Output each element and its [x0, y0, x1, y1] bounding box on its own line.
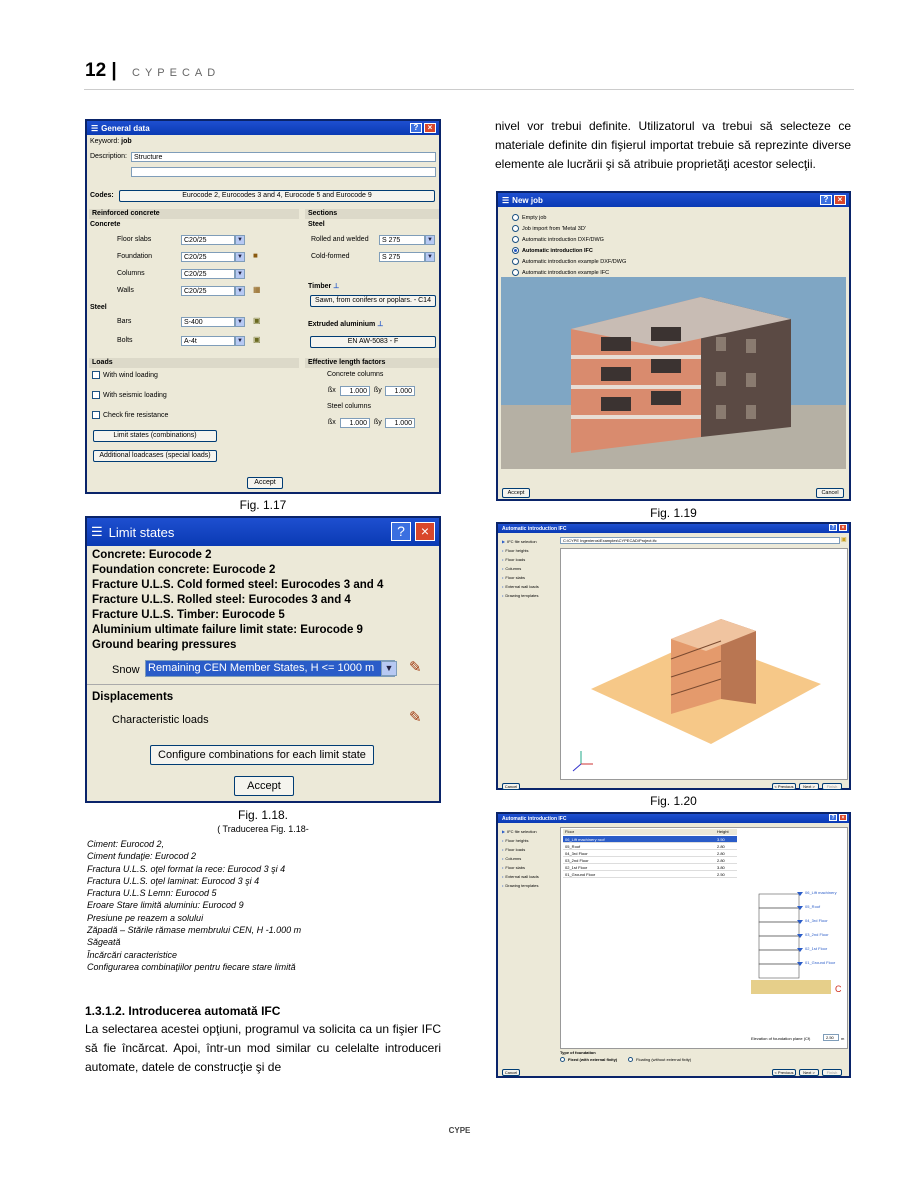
- radio-button[interactable]: [512, 269, 519, 276]
- concrete-select[interactable]: [181, 235, 245, 245]
- ifc-floors-title: Automatic introduction IFC: [502, 815, 567, 822]
- timber-label: Timber ⊥: [308, 283, 340, 290]
- loads-checkbox[interactable]: [92, 371, 158, 379]
- characteristic-loads-label: Characteristic loads: [112, 714, 209, 726]
- new-job-titlebar: [498, 193, 849, 207]
- translation-list: [87, 838, 437, 973]
- wizard-step[interactable]: [502, 881, 556, 890]
- fig-1-19-caption: Fig. 1.19: [650, 506, 697, 520]
- step-label: Columns: [505, 856, 522, 861]
- translation-line: Încărcări caracteristice: [87, 949, 178, 960]
- new-job-title: New job: [512, 195, 543, 205]
- loads-heading: Loads: [89, 358, 299, 368]
- wizard-step[interactable]: [502, 836, 556, 845]
- diagram-floor-label: 06_Lift machinery: [805, 890, 837, 895]
- sections-select[interactable]: [379, 235, 435, 245]
- elevation-unit: m: [841, 1036, 845, 1041]
- new-job-option[interactable]: [512, 213, 849, 224]
- step-bullet-icon: •: [502, 557, 504, 562]
- close-icon[interactable]: ×: [834, 195, 846, 205]
- diagram-floor-label: 04_3rd Floor: [805, 918, 828, 923]
- col-floor: Floor: [565, 829, 575, 834]
- aluminium-label: Extruded aluminium ⊥: [308, 321, 384, 328]
- elevation-label: Elevation of foundation plane (Cf): [751, 1036, 811, 1041]
- option-label: Automatic introduction IFC: [522, 248, 593, 254]
- table-row[interactable]: [563, 857, 737, 864]
- step-label: Floor heights: [505, 548, 529, 553]
- limit-state-line: Fracture U.L.S. Rolled steel: Eurocodes 3 and 4: [92, 594, 351, 606]
- snow-select[interactable]: Remaining CEN Member States, H <= 1000 m: [145, 660, 395, 677]
- concrete-row-label: Floor slabs: [117, 236, 152, 243]
- radio-button[interactable]: [512, 258, 519, 265]
- checkbox-box[interactable]: [92, 411, 100, 419]
- limit-state-line: Fracture U.L.S. Cold formed steel: Eurocodes 3 and 4: [92, 579, 384, 591]
- floor-box: [759, 922, 799, 936]
- finish-button[interactable]: Finish: [822, 783, 842, 790]
- step-bullet-icon: •: [502, 883, 504, 888]
- steel-columns-label: Steel columns: [327, 403, 371, 410]
- floor-name: 02_1st Floor: [565, 865, 588, 870]
- step-label: Floor loads: [505, 847, 526, 852]
- description-label: Description:: [90, 153, 127, 160]
- floor-name: 03_2nd Floor: [565, 858, 589, 863]
- sections-steel-heading: Steel: [308, 221, 325, 228]
- displacements-heading: Displacements: [92, 691, 174, 703]
- table-row[interactable]: [563, 836, 737, 843]
- step-bullet-icon: •: [502, 575, 504, 580]
- ifc-floors-dialog: [496, 812, 851, 1078]
- ifc-floors-titlebar: [498, 814, 849, 823]
- ifc-3d-titlebar: [498, 524, 849, 533]
- step-bullet-icon: •: [502, 584, 504, 589]
- option-label: Automatic introduction example DXF/DWG: [522, 259, 627, 265]
- floor-box: [759, 950, 799, 964]
- floor-diagram: [751, 888, 847, 1008]
- ifc-path-input[interactable]: C:\CYPE Ingenieros\Examples\CYPECAD\Project.ifc: [560, 537, 840, 544]
- sections-row-label: Cold-formed: [311, 253, 350, 260]
- step-bullet-icon: •: [502, 838, 504, 843]
- step-label: Floor slabs: [505, 865, 525, 870]
- wizard-step[interactable]: [502, 573, 556, 582]
- next-button[interactable]: Next >: [799, 783, 819, 790]
- aluminium-button[interactable]: EN AW-5083 - F: [310, 336, 436, 348]
- loads-checkbox[interactable]: [92, 391, 167, 399]
- building-render: [501, 277, 846, 469]
- translation-line: Zăpadă – Stările rămase membrului CEN, H -1.000 m: [87, 925, 302, 936]
- wizard-step[interactable]: [502, 582, 556, 591]
- new-job-option[interactable]: [512, 246, 849, 257]
- chevron-down-icon[interactable]: ▼: [425, 252, 435, 262]
- step-bullet-icon: ▶: [502, 829, 506, 834]
- chevron-down-icon[interactable]: ▼: [425, 235, 435, 245]
- limit-state-line: Fracture U.L.S. Timber: Eurocode 5: [92, 609, 285, 621]
- general-data-dialog: [85, 119, 441, 494]
- step-label: IFC file selection: [507, 829, 537, 834]
- list-icon: ☰: [91, 524, 103, 539]
- loads-checkbox[interactable]: [92, 411, 168, 419]
- translation-line: Ciment fundaţie: Eurocod 2: [87, 851, 197, 862]
- axis-icon: [573, 751, 593, 771]
- new-job-option[interactable]: [512, 235, 849, 246]
- ifc-3d-title: Automatic introduction IFC: [502, 525, 567, 532]
- radio-button[interactable]: [512, 225, 519, 232]
- table-row[interactable]: [563, 850, 737, 857]
- help-icon[interactable]: ?: [820, 195, 832, 205]
- concrete-select[interactable]: [181, 252, 245, 262]
- diagram-floor-label: 02_1st Floor: [805, 946, 828, 951]
- help-icon[interactable]: ?: [391, 522, 411, 541]
- sections-row-label: Rolled and welded: [311, 236, 369, 243]
- help-icon[interactable]: ?: [829, 524, 837, 531]
- translation-line: Săgeată: [87, 937, 121, 948]
- translation-line: Fractura U.L.S Lemn: Eurocod 5: [87, 888, 217, 899]
- floor-height[interactable]: 3.80: [717, 865, 725, 870]
- concrete-select-value: C20/25: [181, 235, 235, 245]
- limit-states-button[interactable]: Limit states (combinations): [93, 430, 217, 442]
- steel-select[interactable]: [181, 317, 245, 327]
- cc-by-input[interactable]: 1.000: [385, 386, 415, 396]
- ifc-3d-viewport: [560, 548, 848, 780]
- chevron-down-icon[interactable]: ▼: [235, 252, 245, 262]
- wizard-step[interactable]: [502, 827, 556, 836]
- wizard-step[interactable]: [502, 854, 556, 863]
- keyword-value: job: [121, 138, 132, 145]
- foundation-floating-option[interactable]: Floating (without external fixity): [628, 1057, 691, 1062]
- option-label: Empty job: [522, 215, 547, 221]
- wizard-step[interactable]: [502, 555, 556, 564]
- step-label: IFC file selection: [507, 539, 537, 544]
- concrete-select[interactable]: [181, 286, 245, 296]
- material-icon[interactable]: ▣: [253, 316, 261, 325]
- cc-bx-input[interactable]: 1.000: [340, 386, 370, 396]
- list-icon: ☰: [91, 123, 99, 133]
- foundation-c-label: C: [835, 984, 842, 994]
- ifc-3d-cancel-button[interactable]: Cancel: [502, 783, 520, 790]
- aluminium-info-icon[interactable]: ⊥: [377, 321, 384, 328]
- new-job-accept-button[interactable]: Accept: [502, 488, 530, 498]
- steps-panel-2: [500, 825, 558, 1067]
- accept-button[interactable]: Accept: [247, 477, 283, 489]
- help-icon[interactable]: ?: [410, 123, 422, 133]
- edit-icon-2[interactable]: ✎: [409, 709, 422, 726]
- sections-heading: Sections: [305, 209, 439, 219]
- sections-select-value: S 275: [379, 252, 425, 262]
- wizard-step[interactable]: [502, 564, 556, 573]
- translation-line: Fractura U.L.S. oţel laminat: Eurocod 3 şi 4: [87, 875, 260, 886]
- translation-line: Eroare Stare limită aluminiu: Eurocod 9: [87, 900, 244, 911]
- configure-combinations-button[interactable]: Configure combinations for each limit state: [150, 745, 374, 765]
- concrete-select-value: C20/25: [181, 252, 235, 262]
- footer-text: CYPE: [448, 1126, 471, 1135]
- radio-button[interactable]: [512, 236, 519, 243]
- next-button-2[interactable]: Next >: [799, 1069, 819, 1076]
- table-row[interactable]: [563, 871, 737, 878]
- material-icon[interactable]: ▦: [253, 285, 261, 294]
- keyword-label: Keyword: job: [90, 138, 132, 145]
- translation-line: Fractura U.L.S. oţel format la rece: Eurocod 3 şi 4: [87, 863, 286, 874]
- steel-select[interactable]: [181, 336, 245, 346]
- step-bullet-icon: •: [502, 566, 504, 571]
- checkbox-box[interactable]: [92, 391, 100, 399]
- sc-by-input[interactable]: 1.000: [385, 418, 415, 428]
- table-row[interactable]: [563, 843, 737, 850]
- translation-line: Configurarea combinaţiilor pentru fiecare stare limită: [87, 961, 296, 972]
- timber-info-icon[interactable]: ⊥: [333, 283, 340, 290]
- elevation-input[interactable]: 2.50: [823, 1034, 839, 1041]
- col-height: Height: [717, 829, 729, 834]
- timber-button[interactable]: Sawn, from conifers or poplars. - C14: [310, 295, 436, 307]
- sc-bx-label: ßx: [328, 419, 336, 426]
- wizard-step[interactable]: [502, 591, 556, 600]
- ifc-3d-dialog: [496, 522, 851, 790]
- elf-heading: Effective length factors: [305, 358, 439, 368]
- limit-states-titlebar: [87, 518, 439, 546]
- floor-name: 04_3rd Floor: [565, 851, 588, 856]
- step-label: External wall loads: [505, 584, 539, 589]
- concrete-select-value: C20/25: [181, 269, 235, 279]
- fig-1-20-caption: Fig. 1.20: [650, 794, 697, 808]
- step-label: Floor slabs: [505, 575, 525, 580]
- floor-height[interactable]: 3.50: [717, 837, 725, 842]
- limit-state-line: Concrete: Eurocode 2: [92, 549, 212, 561]
- step-bullet-icon: •: [502, 874, 504, 879]
- wizard-step[interactable]: [502, 863, 556, 872]
- list-icon: ☰: [502, 195, 510, 205]
- checkbox-label: With wind loading: [103, 371, 158, 379]
- dialog-title: General data: [101, 123, 150, 133]
- limit-states-accept-button[interactable]: Accept: [234, 776, 294, 796]
- translation-title: ( Traducerea Fig. 1.18-: [217, 824, 309, 834]
- right-paragraph: nivel vor trebui definite. Utilizatorul va trebui să selecteze ce materiale definite din fişierul importat trebuie să reprezinte diverse elemente ale lucrării şi să atribuie proprietăţi acestor selecţii.: [495, 119, 851, 171]
- checkbox-label: Check fire resistance: [103, 411, 169, 419]
- finish-button-2[interactable]: Finish: [822, 1069, 842, 1076]
- sections-select[interactable]: [379, 252, 435, 262]
- description-input[interactable]: Structure: [131, 152, 436, 162]
- page-number: 12 |: [85, 60, 117, 81]
- steel-heading: Steel: [90, 304, 107, 311]
- steps-panel: [500, 535, 558, 781]
- radio-button[interactable]: [512, 247, 519, 254]
- chevron-down-icon[interactable]: ▼: [235, 269, 245, 279]
- step-bullet-icon: •: [502, 548, 504, 553]
- translation-line: Ciment: Eurocod 2,: [87, 839, 165, 849]
- previous-button[interactable]: < Previous: [772, 783, 796, 790]
- step-label: Drawing templates: [505, 883, 539, 888]
- close-icon[interactable]: ×: [839, 524, 847, 531]
- floor-height[interactable]: 2.80: [717, 844, 725, 849]
- foundation-type-label: Type of foundation: [560, 1050, 596, 1055]
- section-heading: 1.3.1.2. Introducerea automată IFC: [85, 1004, 281, 1018]
- option-label: Job import from 'Metal 3D': [522, 226, 586, 232]
- wizard-step[interactable]: [502, 845, 556, 854]
- sc-by-label: ßy: [374, 419, 382, 426]
- snow-label: Snow: [112, 664, 140, 676]
- limit-state-line: Ground bearing pressures: [92, 639, 237, 651]
- steel-row-label: Bars: [117, 318, 132, 325]
- chevron-down-icon[interactable]: ▼: [381, 661, 397, 676]
- ifc-floors-cancel-button[interactable]: Cancel: [502, 1069, 520, 1076]
- limit-states-dialog: [85, 516, 441, 803]
- additional-loadcases-button[interactable]: Additional loadcases (special loads): [93, 450, 217, 462]
- description-input-2[interactable]: [131, 167, 436, 177]
- material-icon[interactable]: ▣: [253, 335, 261, 344]
- edit-icon[interactable]: ✎: [409, 659, 422, 676]
- step-bullet-icon: •: [502, 856, 504, 861]
- concrete-heading: Concrete: [90, 221, 121, 228]
- floor-name: 06_Lift machinery roof: [565, 837, 605, 842]
- radio-button[interactable]: [512, 214, 519, 221]
- close-icon[interactable]: ×: [424, 123, 436, 133]
- soil-block: [751, 980, 831, 994]
- floor-height[interactable]: 2.80: [717, 851, 725, 856]
- concrete-select-value: C20/25: [181, 286, 235, 296]
- floor-height[interactable]: 2.50: [717, 872, 725, 877]
- new-job-option[interactable]: [512, 224, 849, 235]
- step-label: External wall loads: [505, 874, 539, 879]
- step-bullet-icon: ▶: [502, 539, 506, 544]
- new-job-cancel-button[interactable]: Cancel: [816, 488, 844, 498]
- option-label: Automatic introduction example IFC: [522, 270, 610, 276]
- step-bullet-icon: •: [502, 847, 504, 852]
- steel-select-value: S-400: [181, 317, 235, 327]
- cc-by-label: ßy: [374, 387, 382, 394]
- previous-button-2[interactable]: < Previous: [772, 1069, 796, 1076]
- fig-1-18-caption: Fig. 1.18.: [237, 808, 289, 822]
- checkbox-box[interactable]: [92, 371, 100, 379]
- dialog-titlebar: [87, 121, 439, 135]
- steel-row-label: Bolts: [117, 337, 133, 344]
- fig-1-17-caption: Fig. 1.17: [239, 498, 287, 512]
- chevron-down-icon[interactable]: ▼: [235, 336, 245, 346]
- new-job-dialog: [496, 191, 851, 501]
- help-icon[interactable]: ?: [829, 814, 837, 821]
- close-icon[interactable]: ×: [415, 522, 435, 541]
- diagram-floor-label: 01_Ground Floor: [805, 960, 836, 965]
- option-label: Automatic introduction DXF/DWG: [522, 237, 604, 243]
- floor-box: [759, 936, 799, 950]
- concrete-select[interactable]: [181, 269, 245, 279]
- material-icon[interactable]: ■: [253, 251, 258, 260]
- floor-box: [759, 964, 799, 978]
- chevron-down-icon[interactable]: ▼: [235, 235, 245, 245]
- cc-bx-label: ßx: [328, 387, 336, 394]
- limit-state-line: Foundation concrete: Eurocode 2: [92, 564, 276, 576]
- wizard-step[interactable]: [502, 872, 556, 881]
- steel-select-value: A-4t: [181, 336, 235, 346]
- floors-panel: [560, 827, 848, 1049]
- foundation-fixed-option[interactable]: Fixed (with external fixity): [560, 1057, 617, 1062]
- wizard-step[interactable]: [502, 537, 556, 546]
- diagram-floor-label: 05_Roof: [805, 904, 821, 909]
- codes-button[interactable]: Eurocode 2, Eurocodes 3 and 4, Eurocode 5 and Eurocode 9: [119, 190, 435, 202]
- sc-bx-input[interactable]: 1.000: [340, 418, 370, 428]
- header-divider: [84, 89, 854, 90]
- table-row[interactable]: [563, 864, 737, 871]
- brand-name: CYPECAD: [132, 67, 221, 79]
- step-label: Floor loads: [505, 557, 526, 562]
- chevron-down-icon[interactable]: ▼: [235, 286, 245, 296]
- concrete-row-label: Walls: [117, 287, 134, 294]
- floor-name: 01_Ground Floor: [565, 872, 596, 877]
- left-paragraph: La selectarea acestei opţiuni, programul va solicita ca un fişier IFC să fie încărcat. Apoi, într-un mod similar cu celelalte introduceri automate, datele de construcţie şi de: [85, 1022, 441, 1074]
- concrete-row-label: Foundation: [117, 253, 153, 260]
- checkbox-label: With seismic loading: [103, 391, 167, 399]
- diagram-floor-label: 03_2nd Floor: [805, 932, 829, 937]
- limit-states-title: Limit states: [108, 524, 175, 540]
- concrete-columns-label: Concrete columns: [327, 371, 384, 378]
- chevron-down-icon[interactable]: ▼: [235, 317, 245, 327]
- floor-height[interactable]: 2.80: [717, 858, 725, 863]
- wizard-step[interactable]: [502, 546, 556, 555]
- floor-name: 05_Roof: [565, 844, 581, 849]
- floor-box: [759, 908, 799, 922]
- close-icon[interactable]: ×: [839, 814, 847, 821]
- translation-line: Presiune pe reazem a solului: [87, 912, 204, 923]
- codes-label: Codes:: [90, 192, 114, 199]
- sections-select-value: S 275: [379, 235, 425, 245]
- rc-heading: Reinforced concrete: [89, 209, 299, 219]
- concrete-row-label: Columns: [117, 270, 145, 277]
- step-label: Drawing templates: [505, 593, 539, 598]
- step-label: Floor heights: [505, 838, 529, 843]
- folder-icon[interactable]: ▣: [841, 537, 847, 543]
- divider: [87, 684, 439, 685]
- new-job-option[interactable]: [512, 257, 849, 268]
- floor-box: [759, 894, 799, 908]
- step-bullet-icon: •: [502, 865, 504, 870]
- step-bullet-icon: •: [502, 593, 504, 598]
- step-label: Columns: [505, 566, 522, 571]
- limit-state-line: Aluminium ultimate failure limit state: Eurocode 9: [92, 624, 363, 636]
